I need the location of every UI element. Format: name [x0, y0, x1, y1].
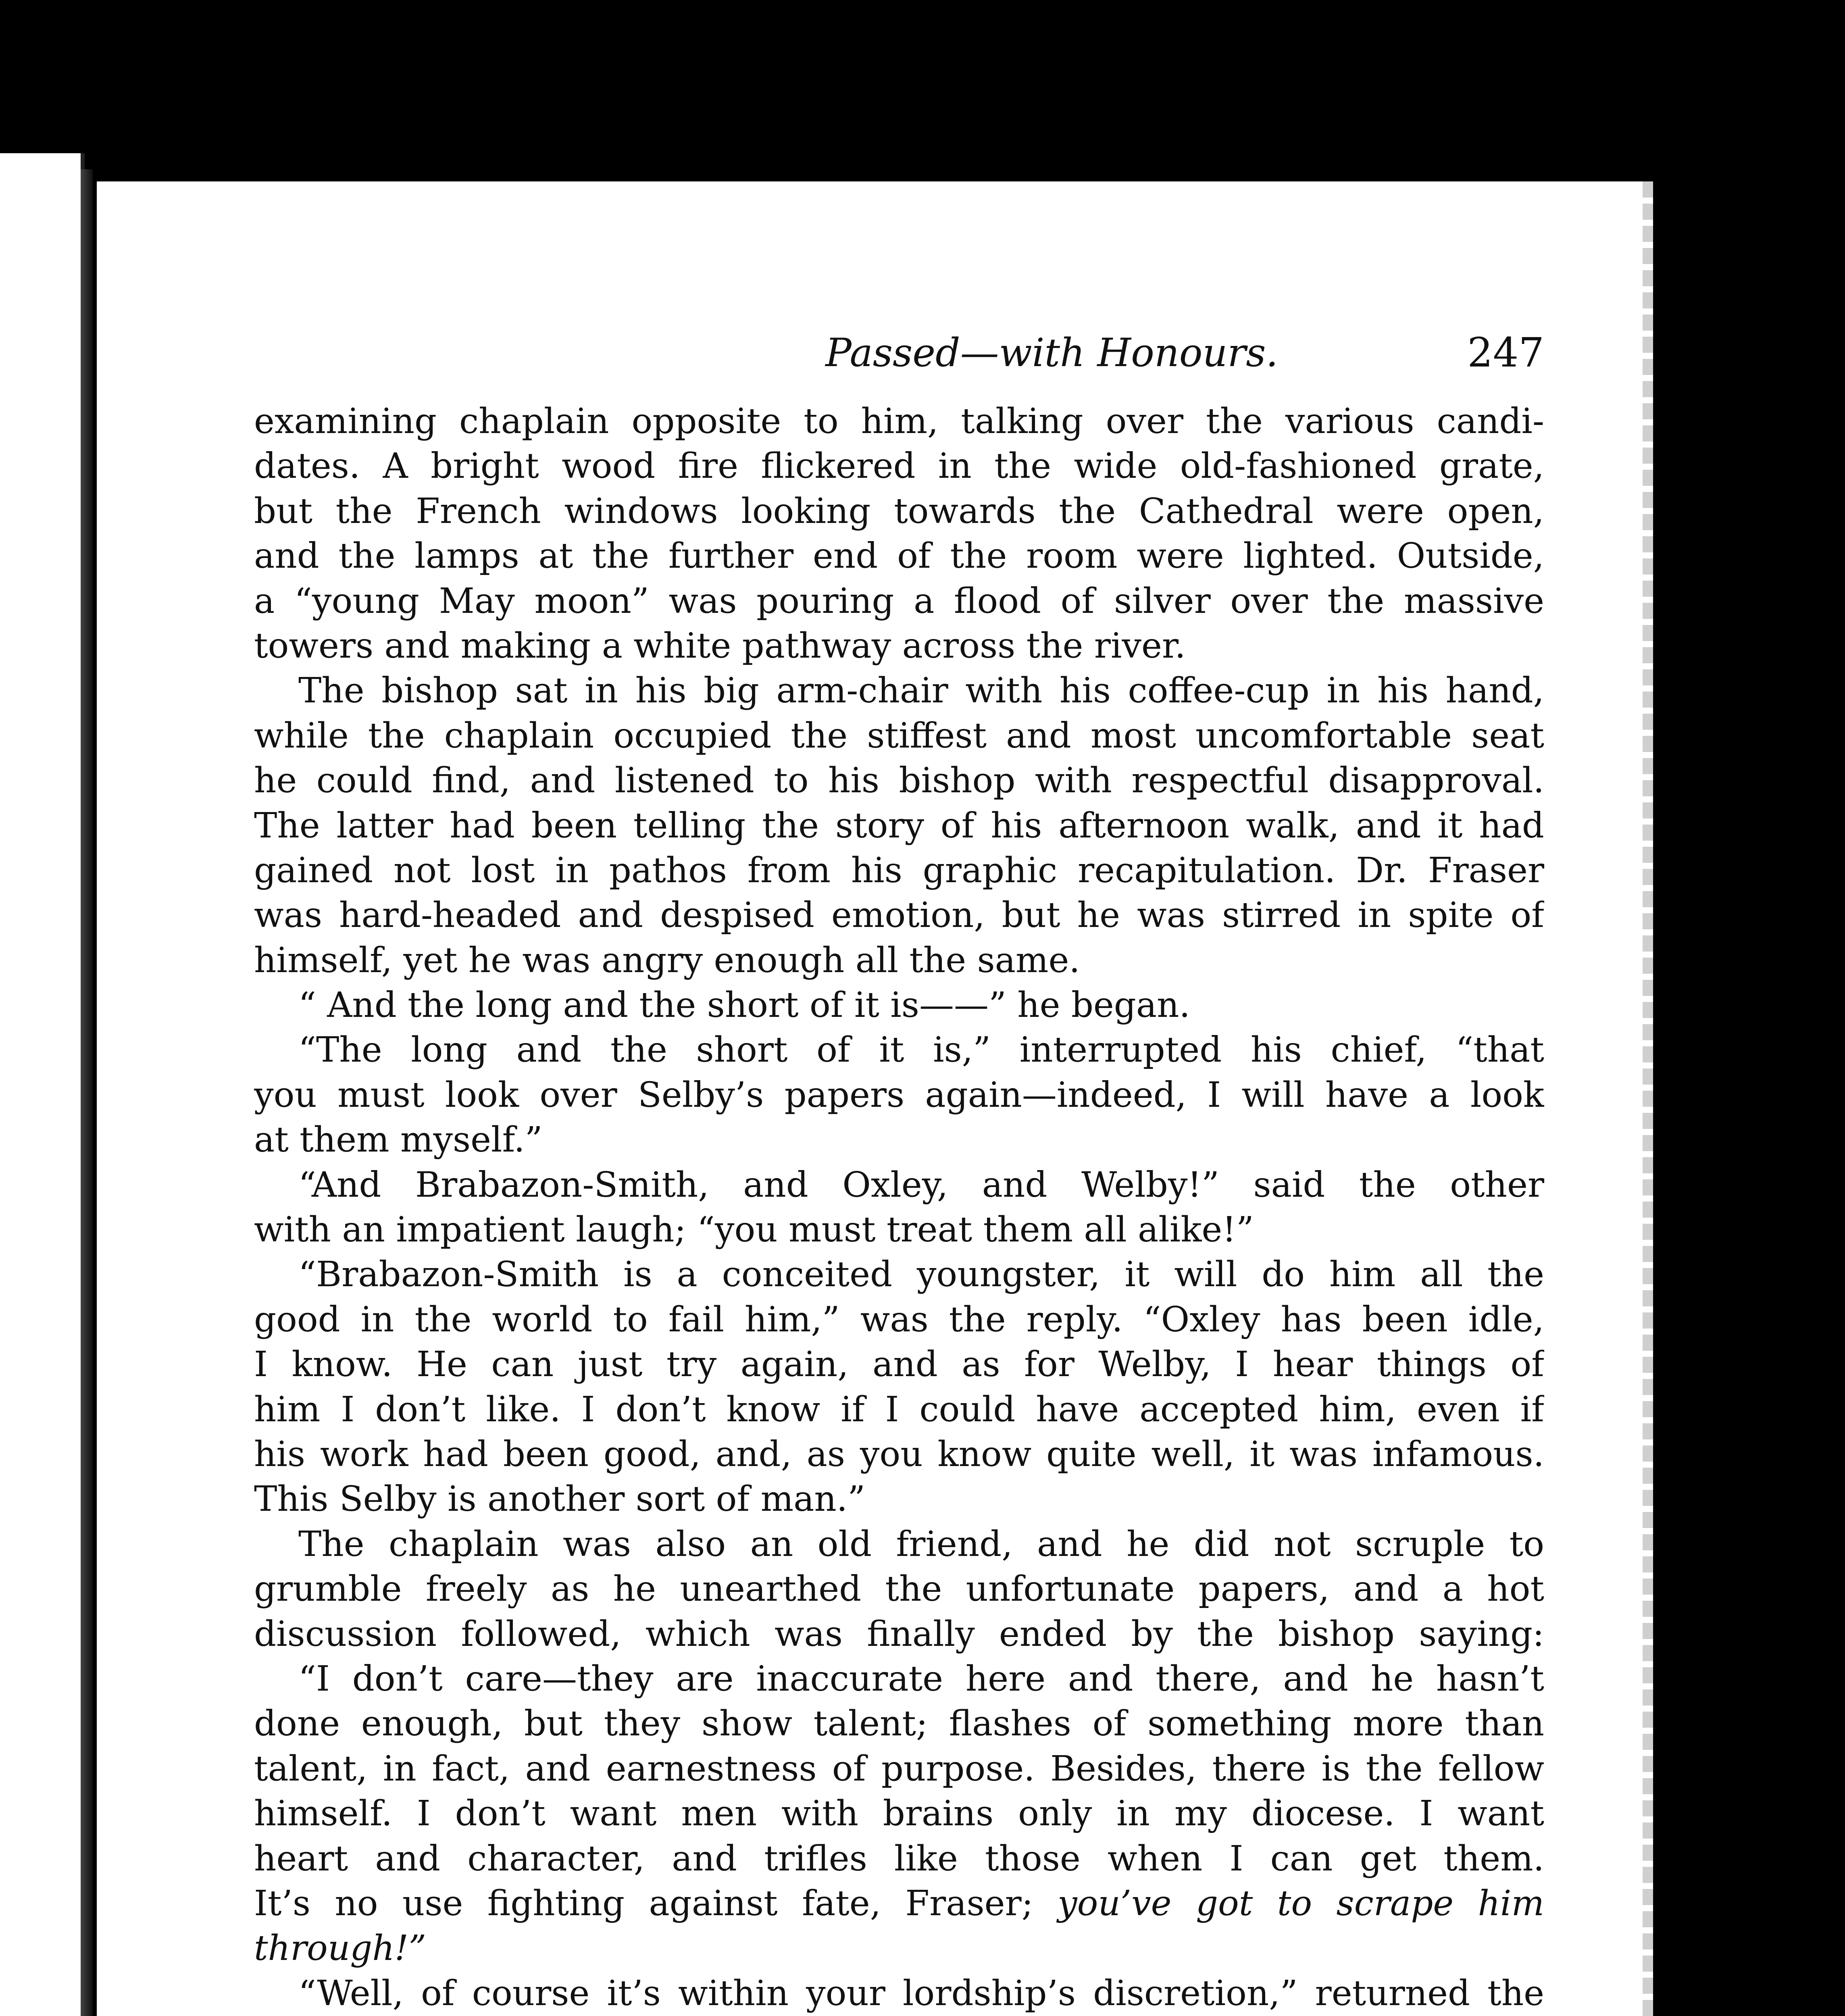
text-line: was hard-headed and despised emotion, but he was stirred in spite of [254, 895, 1544, 936]
text-line: towers and making a white pathway across the river. [254, 625, 1186, 666]
text-line: him I don’t like. I don’t know if I could have accepted him, even if [254, 1389, 1544, 1430]
paragraph-start: “Brabazon-Smith is a conceited youngster, it will do him all the [298, 1254, 1544, 1295]
running-head [254, 317, 1544, 389]
body-text [254, 399, 1544, 2016]
paragraph-start: The bishop sat in his big arm-chair with his coffee-cup in his hand, [298, 671, 1544, 711]
page-edge-shading [1643, 181, 1653, 2016]
text-line: heart and character, and trifles like those when I can get them. [254, 1838, 1544, 1879]
page-number: 247 [1467, 329, 1544, 376]
paragraph-start: “I don’t care—they are inaccurate here and there, and he hasn’t [298, 1658, 1544, 1699]
text-line: done enough, but they show talent; flashes of something more than [254, 1704, 1544, 1744]
text-line: a “young May moon” was pouring a flood of silver over the massive [254, 581, 1544, 621]
paragraph-start: “Well, of course it’s within your lordship’s discretion,” returned the [298, 1973, 1544, 2014]
text-line: This Selby is another sort of man.” [254, 1479, 866, 1520]
book-page [97, 181, 1653, 2016]
text-line: dates. A bright wood fire flickered in the wide old-fashioned grate, [254, 446, 1544, 487]
text-line: but the French windows looking towards the Cathedral were open, [254, 491, 1544, 531]
text-line: talent, in fact, and earnestness of purpose. Besides, there is the fellow [254, 1748, 1544, 1789]
text-line: good in the world to fail him,” was the reply. “Oxley has been idle, [254, 1299, 1544, 1340]
text-line: while the chaplain occupied the stiffest and most uncomfortable seat [254, 715, 1544, 756]
italic-phrase: through!” [254, 1928, 427, 1969]
text-line [254, 1926, 1544, 1971]
text-line: at them myself.” [254, 1120, 543, 1160]
text-line: himself. I don’t want men with brains only in my diocese. I want [254, 1793, 1544, 1834]
text-line: his work had been good, and, as you know quite well, it was infamous. [254, 1434, 1544, 1475]
text-line: I know. He can just try again, and as for Welby, I hear things of [254, 1344, 1544, 1385]
text-segment: It’s no use fighting against fate, Fraser; [254, 1883, 1033, 1924]
page-gutter-shadow [81, 169, 93, 2016]
text-line: gained not lost in pathos from his graphic recapitulation. Dr. Fraser [254, 850, 1544, 891]
italic-phrase: you’ve got to scrape him [1058, 1883, 1544, 1924]
text-line: himself, yet he was angry enough all the same. [254, 940, 1080, 981]
text-line: you must look over Selby’s papers again—indeed, I will have a look [254, 1075, 1544, 1115]
text-line: examining chaplain opposite to him, talking over the various candi- [254, 401, 1544, 442]
text-line: grumble freely as he unearthed the unfortunate papers, and a hot [254, 1569, 1544, 1610]
text-line: and the lamps at the further end of the room were lighted. Outside, [254, 536, 1544, 577]
text-line: The latter had been telling the story of his afternoon walk, and it had [254, 805, 1544, 846]
paragraph-start: The chaplain was also an old friend, and he did not scruple to [298, 1524, 1544, 1564]
text-line: discussion followed, which was finally ended by the bishop saying: [254, 1614, 1544, 1654]
facing-page-edge [0, 153, 85, 2016]
paragraph-start: “ And the long and the short of it is——” he began. [298, 985, 1190, 1026]
text-line-with-italic [254, 1881, 1544, 1926]
text-line: with an impatient laugh; “you must treat them all alike!” [254, 1210, 1254, 1250]
paragraph-start: “The long and the short of it is,” interrupted his chief, “that [298, 1030, 1544, 1070]
paragraph-start: “And Brabazon-Smith, and Oxley, and Welby!” said the other [298, 1164, 1544, 1205]
text-line: he could find, and listened to his bishop with respectful disapproval. [254, 760, 1544, 801]
running-head-title: Passed—with Honours. [825, 330, 1278, 375]
